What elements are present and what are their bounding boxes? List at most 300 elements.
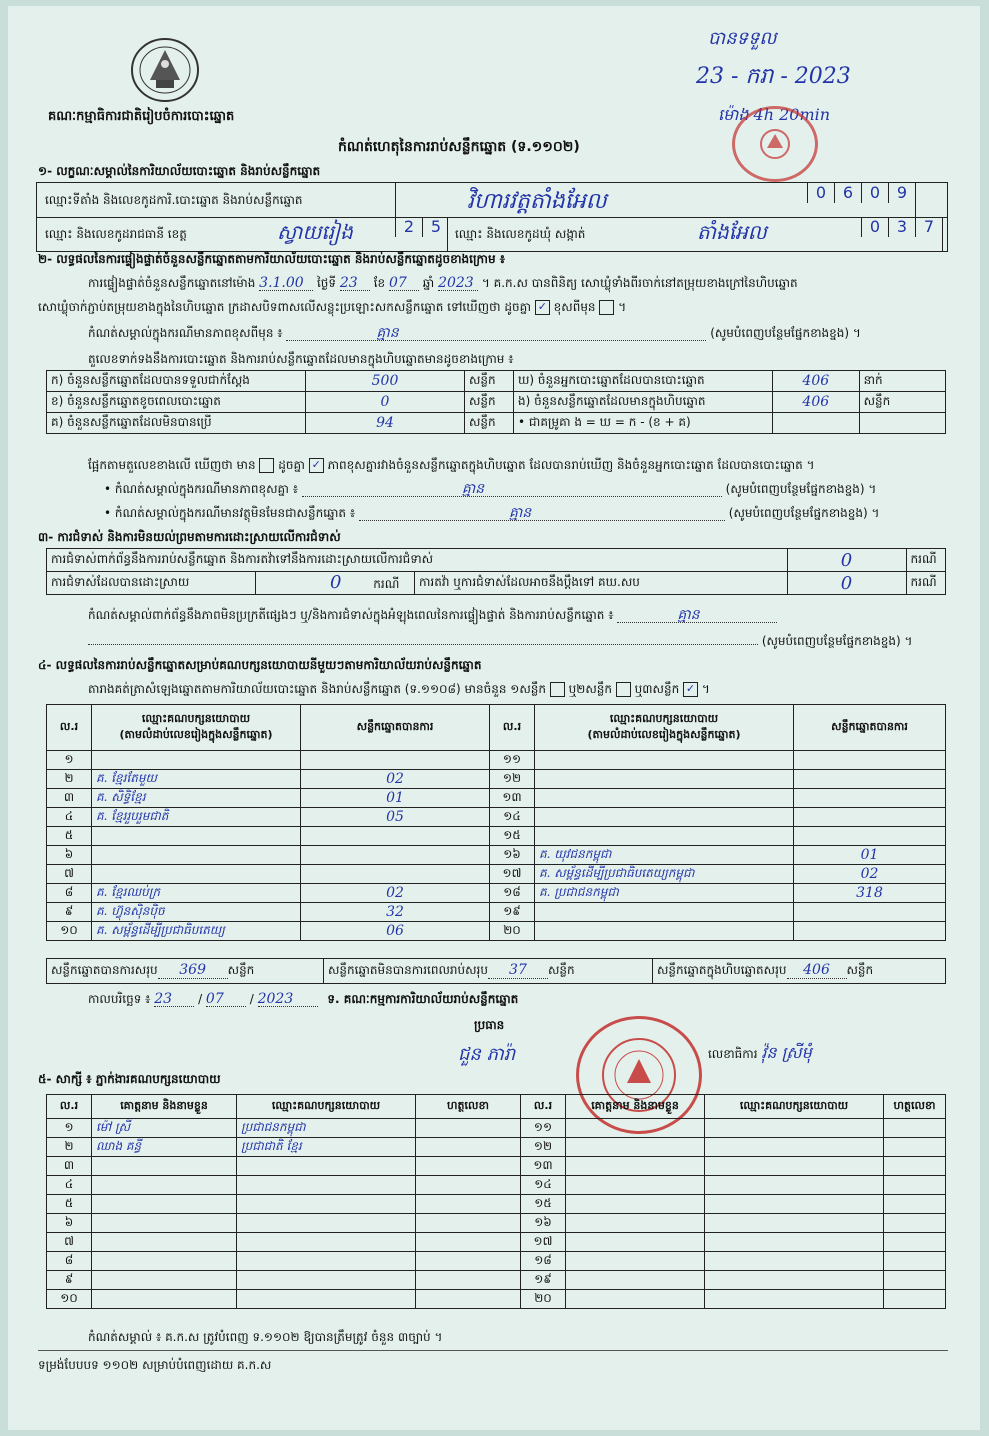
total-box: 406 [787, 962, 847, 979]
row-no: ១២ [521, 1138, 566, 1157]
col-name: គោត្តនាម និងនាមខ្លួន [566, 1095, 705, 1119]
count-row [47, 413, 946, 434]
witness-name [92, 1252, 237, 1271]
section1-title: ១- លក្ខណៈសម្គាល់នៃការិយាល័យបោះឆ្នោត និងរាប់សន្លឹកឆ្នោត [38, 164, 321, 178]
row-no: ១៧ [490, 865, 535, 884]
note-label: • កំណត់សម្គាល់ក្នុងករណីមានវត្ថុមិនមែនជាសន្លឹកឆ្នោត ៖ [104, 506, 356, 520]
irregularity-note [88, 608, 777, 623]
party-votes: 01 [794, 846, 946, 865]
witness-party: ប្រជាជាតិ ខ្មែរ [237, 1138, 416, 1157]
section5-title: ៥- សាក្សី ៖ ភ្នាក់ងារគណបក្សនយោបាយ [38, 1072, 221, 1086]
commune-code [861, 217, 943, 251]
witness-party: ប្រជាជនកម្ពុជា [237, 1119, 416, 1138]
table-row [47, 751, 946, 770]
checkbox-2-sheets[interactable] [616, 682, 631, 697]
count-label: ក) ចំនួនសន្លឹកឆ្នោតដែលបានទទួលជាក់ស្តែង [47, 371, 306, 392]
objection-label: ការជំទាស់ពាក់ព័ន្ធនឹងការរាប់សន្លឹកឆ្នោត និងការតវ៉ាទៅនឹងការដោះស្រាយលើការជំទាស់ [47, 549, 788, 572]
party-votes [301, 865, 490, 884]
note-value: គ្មាន [376, 325, 399, 341]
row-no: ១៣ [490, 789, 535, 808]
date-month: 07 [206, 992, 246, 1007]
witness-name [92, 1214, 237, 1233]
party-results-table [46, 704, 946, 941]
code-digit: 2 [395, 217, 422, 237]
col-name: គោត្តនាម និងនាមខ្លួន [92, 1095, 237, 1119]
numbers-intro: តួលេខទាក់ទងនឹងការបោះឆ្នោត និងការរាប់សន្លឹកឆ្នោតដែលមានក្នុងហិបឆ្នោតមានដូចខាងក្រោម ៖ [88, 352, 514, 366]
table-row [47, 846, 946, 865]
chair-label: ប្រធាន [474, 1018, 505, 1032]
col-party-sub: (តាមលំដាប់លេខរៀងក្នុងសន្លឹកឆ្នោត) [587, 727, 741, 741]
witness-party [705, 1214, 884, 1233]
col-party-title: ឈ្មោះគណបក្សនយោបាយ [141, 711, 251, 725]
table-row [47, 808, 946, 827]
party-votes: 02 [301, 884, 490, 903]
opt-label: ឬ២សន្លឹក [568, 682, 613, 696]
table-row [47, 1138, 946, 1157]
resolved-label: ការជំទាស់ដែលបានដោះស្រាយ [47, 572, 256, 595]
table-row [47, 865, 946, 884]
witness-signature [884, 1252, 946, 1271]
witness-name [92, 1157, 237, 1176]
row-no: ១ [47, 751, 92, 770]
witness-signature [884, 1233, 946, 1252]
commune-name: តាំងអែល [697, 220, 767, 244]
table-row [47, 770, 946, 789]
party-votes [794, 903, 946, 922]
date-label: កាលបរិច្ឆេទ ៖ [88, 992, 151, 1006]
date-day: 23 [154, 992, 194, 1007]
witness-signature [884, 1271, 946, 1290]
section2-title: ២- លទ្ធផលនៃការផ្ទៀងផ្ទាត់ចំនួនសន្លឹកឆ្នោតតាមការិយាល័យបោះឆ្នោត និងរាប់សន្លឹកឆ្នោតដូចខាងក្រោម ៖ [38, 252, 506, 266]
party-votes [794, 770, 946, 789]
count-row [47, 392, 946, 413]
note-label: កំណត់សម្គាល់ក្នុងករណីមានភាពខុសពីមុន ៖ [88, 326, 283, 340]
row-no: ៤ [47, 1176, 92, 1195]
party-name [535, 903, 794, 922]
committee-label: ទ. គណៈកម្មការការិយាល័យរាប់សន្លឹកឆ្នោត [327, 992, 519, 1006]
province-code [395, 217, 449, 251]
compare-same: ដូចគ្នា [278, 458, 305, 472]
unit: សន្លឹក [547, 963, 575, 977]
note-label: • កំណត់សម្គាល់ក្នុងករណីមានភាពខុសគ្នា ៖ [104, 482, 299, 496]
col-sign: ហត្ថលេខា [416, 1095, 521, 1119]
witness-name: ម៉ៅ ស្រី [92, 1119, 237, 1138]
doubt-note [104, 506, 879, 521]
party-votes [301, 751, 490, 770]
table-row [47, 1290, 946, 1309]
intro-text: ការផ្ទៀងផ្ទាត់ចំនួនសន្លឹកឆ្នោតនៅម៉ោង [88, 276, 256, 290]
table-row [47, 1119, 946, 1138]
count-value: 406 [773, 392, 860, 413]
count-label: • ជាគម្រូគា ង = ឃ = ក - (ខ + គ) [514, 413, 773, 434]
checkbox-no-diff[interactable] [259, 458, 274, 473]
opt-label: ឬ៣សន្លឹក [634, 682, 680, 696]
note-value: គ្មាន [508, 505, 532, 521]
ballot-count-table [46, 370, 946, 434]
party-votes: 01 [301, 789, 490, 808]
fill-hint: (សូមបំពេញបន្ថែមផ្នែកខាងខ្នង) ។ [761, 634, 913, 648]
party-name: គ. សិទ្ធិខ្មែរ [92, 789, 301, 808]
party-name [535, 789, 794, 808]
code-digit: 3 [888, 217, 915, 237]
objection-value: 0 [787, 549, 906, 572]
unit: សន្លឹក [465, 392, 514, 413]
note-value: គ្មាន [461, 481, 485, 497]
irregularity-note-cont [88, 634, 912, 648]
compare-text: ផ្អែកតាមតួលេខខាងលើ ឃើញថា មាន [88, 458, 256, 472]
table-row [47, 789, 946, 808]
total-label: សន្លឹកឆ្នោតមិនបានការពេលរាប់សរុប [328, 963, 488, 977]
table-row [47, 1195, 946, 1214]
witness-signature [416, 1176, 521, 1195]
count-value: 406 [773, 371, 860, 392]
unit [859, 413, 945, 434]
table-row [47, 827, 946, 846]
row-no: ៥ [47, 1195, 92, 1214]
province-name: ស្វាយរៀង [277, 220, 353, 244]
row-no: ១១ [521, 1119, 566, 1138]
chair-signature: ជួន ភារ៉ា [458, 1044, 516, 1065]
party-name [92, 827, 301, 846]
checkbox-1-sheet[interactable] [550, 682, 565, 697]
witness-name [92, 1176, 237, 1195]
witness-name [566, 1290, 705, 1309]
witness-signature [416, 1138, 521, 1157]
stamp-received: បានទទួល [708, 28, 777, 49]
verification-month: 07 [389, 276, 419, 291]
witness-party [705, 1252, 884, 1271]
count-value [773, 413, 860, 434]
row-no: ៧ [47, 865, 92, 884]
count-label: ឃ) ចំនួនអ្នកបោះឆ្នោតដែលបានបោះឆ្នោត [514, 371, 773, 392]
row-no: ១២ [490, 770, 535, 789]
row-no: ៥ [47, 827, 92, 846]
verification-line [88, 276, 798, 291]
party-votes [301, 846, 490, 865]
party-votes: 02 [301, 770, 490, 789]
total-invalid: 37 [488, 962, 548, 979]
witness-party [237, 1214, 416, 1233]
total-valid: 369 [158, 962, 228, 979]
witness-party [705, 1195, 884, 1214]
diff-note-line [88, 326, 861, 341]
row-no: ១៣ [521, 1157, 566, 1176]
nec-emblem-icon [130, 36, 200, 104]
count-value: 500 [306, 371, 465, 392]
witness-name [566, 1119, 705, 1138]
section4-title: ៤- លទ្ធផលនៃការរាប់សន្លឹកឆ្នោតសម្រាប់គណបក្សនយោបាយនីមួយៗតាមការិយាល័យរាប់សន្លឹកឆ្នោត [38, 658, 482, 672]
row-no: ៨ [47, 1252, 92, 1271]
row-no: ៧ [47, 1233, 92, 1252]
table-row [47, 884, 946, 903]
note-value: គ្មាន [677, 607, 700, 623]
party-name [92, 751, 301, 770]
witness-signature [884, 1119, 946, 1138]
row-no: ៦ [47, 1214, 92, 1233]
witness-name [566, 1252, 705, 1271]
witness-party [705, 1271, 884, 1290]
witness-party [237, 1271, 416, 1290]
checkbox-same[interactable]: ✓ [535, 300, 550, 315]
table-row [47, 1233, 946, 1252]
party-name [535, 922, 794, 941]
verification-time: 3.1.00 [259, 276, 313, 291]
col-party: ឈ្មោះគណបក្សនយោបាយ [237, 1095, 416, 1119]
witness-name [566, 1138, 705, 1157]
col-no: ល.រ [47, 1095, 92, 1119]
province-label: ឈ្មោះ និងលេខកូដរាជធានី ខេត្ត [45, 227, 187, 241]
party-votes [794, 827, 946, 846]
secretary-signature: វ៉ុន ស្រីមុំ [761, 1043, 812, 1062]
witness-name [566, 1157, 705, 1176]
appeal-label: ការតវ៉ា ឬការជំទាស់ដែលអាចនឹងប្តឹងទៅ គឃ.សប [415, 572, 788, 595]
count-label: ខ) ចំនួនសន្លឹកឆ្នោតខូចពេលបោះឆ្នោត [47, 392, 306, 413]
unit: សន្លឹក [859, 392, 945, 413]
row-no: ៩ [47, 1271, 92, 1290]
row-no: ៣ [47, 1157, 92, 1176]
verification-day: 23 [340, 276, 370, 291]
note-label: កំណត់សម្គាល់ពាក់ព័ន្ធនឹងភាពមិនប្រក្រតីផ្សេងៗ ឬ/និងការជំទាស់ក្នុងអំឡុងពេលនៃការផ្ទៀងផ្ទាត់ និងការរាប់សន្លឹកឆ្នោត ៖ [88, 608, 614, 622]
secretary-label: លេខាធិការ [708, 1047, 758, 1061]
party-votes [794, 789, 946, 808]
witness-name [566, 1195, 705, 1214]
table-row [47, 922, 946, 941]
intro-text: តារាងគត់ត្រាសំឡេងឆ្នោតតាមការិយាល័យបោះឆ្នោត និងរាប់សន្លឹកឆ្នោត (ទ.១១០៨) មានចំនួន ១សន្លឹក [88, 682, 546, 696]
form-page [8, 6, 980, 1430]
party-name [535, 808, 794, 827]
row-no: ៩ [47, 903, 92, 922]
witness-name [566, 1214, 705, 1233]
party-name: គ. សម្ព័ន្ធដើម្បីប្រជាធិបតេយ្យកម្ពុជា [535, 865, 794, 884]
witness-name [92, 1195, 237, 1214]
witness-name [92, 1271, 237, 1290]
party-votes: 05 [301, 808, 490, 827]
count-value: 0 [306, 392, 465, 413]
row-no: ២ [47, 1138, 92, 1157]
witness-signature [416, 1119, 521, 1138]
code-digit: 6 [834, 183, 861, 203]
witness-signature [416, 1252, 521, 1271]
col-no: ល.រ [490, 705, 535, 751]
form-title: កំណត់ហេតុនៃការរាប់សន្លឹកឆ្នោត (ទ.១១០២) [338, 139, 580, 155]
row-no: ៣ [47, 789, 92, 808]
witness-name [566, 1233, 705, 1252]
party-votes [794, 922, 946, 941]
committee-name: គណៈកម្មាធិការជាតិរៀបចំការបោះឆ្នោត [48, 109, 235, 124]
party-name: គ. សម្ព័ន្ធដើម្បីប្រជាធិបតេយ្យ [92, 922, 301, 941]
objection-table [46, 548, 946, 595]
witness-signature [416, 1214, 521, 1233]
row-no: ៤ [47, 808, 92, 827]
row-no: ១៦ [521, 1214, 566, 1233]
row-no: ៨ [47, 884, 92, 903]
col-party-title: ឈ្មោះគណបក្សនយោបាយ [609, 711, 719, 725]
count-label: គ) ចំនួនសន្លឹកឆ្នោតដែលមិនបានប្រើ [47, 413, 306, 434]
witness-signature [884, 1176, 946, 1195]
unit: ករណី [906, 572, 945, 595]
col-no: ល.រ [521, 1095, 566, 1119]
col-party: ឈ្មោះគណបក្សនយោបាយ [705, 1095, 884, 1119]
totals-row [46, 958, 946, 984]
code-digit: 0 [861, 183, 888, 203]
location-code [807, 183, 916, 217]
party-name [535, 827, 794, 846]
count-label: ង) ចំនួនសន្លឹកឆ្នោតដែលមានក្នុងហិបឆ្នោត [514, 392, 773, 413]
party-name [92, 865, 301, 884]
witness-table [46, 1094, 946, 1309]
verification-year: 2023 [438, 276, 478, 291]
witness-signature [416, 1271, 521, 1290]
party-votes: 32 [301, 903, 490, 922]
col-sign: ហត្ថលេខា [884, 1095, 946, 1119]
row-no: ១៥ [521, 1195, 566, 1214]
witness-party [705, 1176, 884, 1195]
row-no: ១៦ [490, 846, 535, 865]
unit: ករណី [373, 577, 400, 591]
diff-note [104, 482, 876, 497]
col-no: ល.រ [47, 705, 92, 751]
witness-signature [884, 1157, 946, 1176]
row-no: ១៥ [490, 827, 535, 846]
row-no: ១៧ [521, 1233, 566, 1252]
section3-title: ៣- ការជំទាស់ និងការមិនយល់ព្រមតាមការដោះស្រាយលើការជំទាស់ [38, 530, 341, 544]
party-name: គ. ខ្មែរឈប់ក្រ [92, 884, 301, 903]
form-reference: ទម្រង់បែបបទ ១១០២ សម្រាប់បំពេញដោយ គ.ក.ស [38, 1358, 272, 1372]
commune-label: ឈ្មោះ និងលេខកូដឃុំ សង្កាត់ [455, 227, 586, 241]
party-votes: 318 [794, 884, 946, 903]
witness-party [705, 1233, 884, 1252]
witness-signature [416, 1290, 521, 1309]
date-line: កាលបរិច្ឆេទ ៖ 23 / 07 / 2023 ទ. គណៈកម្មការការិយាល័យរាប់សន្លឹកឆ្នោត [88, 991, 519, 1007]
diff-label: ខុសពីមុន [553, 300, 596, 314]
table-row [47, 1252, 946, 1271]
stamp-time: ម៉ោង 4h 20min [718, 105, 831, 124]
count-value: 94 [306, 413, 465, 434]
col-party [535, 705, 794, 751]
party-name [535, 770, 794, 789]
party-votes [794, 751, 946, 770]
witness-name [566, 1176, 705, 1195]
witness-party [705, 1157, 884, 1176]
witness-name [92, 1290, 237, 1309]
party-name: គ. ខ្មែររួបរួមជាតិ [92, 808, 301, 827]
row-no: ៦ [47, 846, 92, 865]
official-seal-icon [732, 106, 818, 182]
row-no: ២០ [521, 1290, 566, 1309]
witness-signature [884, 1138, 946, 1157]
checkbox-3-sheets[interactable]: ✓ [683, 682, 698, 697]
party-name: គ. យុវជនកម្ពុជា [535, 846, 794, 865]
row-no: ១០ [47, 922, 92, 941]
party-name [535, 751, 794, 770]
location-label: ឈ្មោះទីតាំង និងលេខកូដការិ.បោះឆ្នោត និងរាប់សន្លឹកឆ្នោត [45, 193, 303, 207]
intro-text: ។ គ.ក.ស បានពិនិត្យ សោឃ្លុំទាំងពីរចាក់នៅតម្រុយខាងក្រៅនៃហិបឆ្នោត [481, 276, 798, 290]
table-row [47, 903, 946, 922]
witness-signature [884, 1195, 946, 1214]
intro-text: ថ្ងៃទី [317, 276, 337, 290]
seal-check-line: សោឃ្លុំចាក់ភ្ជាប់តម្រុយខាងក្នុងនៃហិបឆ្នោត ក្រដាសបិទពាសលើសន្លុះប្រឡោះសកសន្លឹកឆ្នោត ទៅឃើញថា ដូចគ្នា ✓ ខុសពីមុន ។ [38, 300, 627, 314]
row-no: ១៩ [521, 1271, 566, 1290]
witness-name [92, 1233, 237, 1252]
secretary-line [708, 1043, 812, 1062]
row-no: ២ [47, 770, 92, 789]
code-digit: 7 [915, 217, 942, 237]
fill-hint: (សូមបំពេញបន្ថែមផ្នែកខាងខ្នង) ។ [710, 326, 861, 340]
appeal-value: 0 [787, 572, 906, 595]
checkbox-has-diff[interactable]: ✓ [309, 458, 324, 473]
tally-sheet-line: តារាងគត់ត្រាសំឡេងឆ្នោតតាមការិយាល័យបោះឆ្នោត និងរាប់សន្លឹកឆ្នោត (ទ.១១០៨) មានចំនួន ១សន្លឹក ឬ២សន្លឹក ឬ៣សន្លឹក ✓ ។ [88, 682, 710, 696]
checkbox-diff[interactable] [599, 300, 614, 315]
count-row [47, 371, 946, 392]
witness-signature [884, 1214, 946, 1233]
footer-note: កំណត់សម្គាល់ ៖ គ.ក.ស ត្រូវបំពេញ ទ.១១០២ ឱ្យបានត្រឹមត្រូវ ចំនួន ៣ច្បាប់ ។ [88, 1330, 443, 1344]
row-no: ១៩ [490, 903, 535, 922]
witness-party [237, 1290, 416, 1309]
compare-text: ភាពខុសគ្នារវាងចំនួនសន្លឹកឆ្នោតក្នុងហិបឆ្នោត ដែលបានរាប់ឃើញ និងចំនួនអ្នកបោះឆ្នោត ដែលបានបោះឆ្នោត ។ [327, 458, 815, 472]
row-no: ២០ [490, 922, 535, 941]
col-party-sub: (តាមលំដាប់លេខរៀងក្នុងសន្លឹកឆ្នោត) [119, 727, 273, 741]
location-value: វិហារវត្តតាំងអែល [467, 189, 607, 214]
row-no: ១ [47, 1119, 92, 1138]
same-label: ដូចគ្នា [504, 300, 531, 314]
witness-party [237, 1252, 416, 1271]
unit: សន្លឹក [465, 371, 514, 392]
code-digit: 5 [422, 217, 449, 237]
intro-text: សោឃ្លុំចាក់ភ្ជាប់តម្រុយខាងក្នុងនៃហិបឆ្នោត ក្រដាសបិទពាសលើសន្លុះប្រឡោះសកសន្លឹកឆ្នោត ទៅឃើញថា [38, 300, 501, 314]
party-name: គ. ប្រជាជនកម្ពុជា [535, 884, 794, 903]
fill-hint: (សូមបំពេញបន្ថែមផ្នែកខាងខ្នង) ។ [728, 506, 880, 520]
table-row [47, 1271, 946, 1290]
section1-box [36, 182, 948, 252]
witness-signature [416, 1157, 521, 1176]
unit: ករណី [906, 549, 945, 572]
witness-party [705, 1119, 884, 1138]
table-row [47, 1157, 946, 1176]
intro-text: ខែ [373, 276, 386, 290]
row-no: ១៨ [521, 1252, 566, 1271]
compare-line [88, 458, 815, 473]
witness-party [237, 1195, 416, 1214]
table-row [47, 1214, 946, 1233]
col-votes: សន្លឹកឆ្នោតបានការ [794, 705, 946, 751]
unit: នាក់ [859, 371, 945, 392]
code-digit: 0 [807, 183, 834, 203]
table-row [47, 1176, 946, 1195]
party-name: គ. ហ៊្វុនស៊ិនប៉ិច [92, 903, 301, 922]
row-no: ១៤ [521, 1176, 566, 1195]
total-label: សន្លឹកឆ្នោតក្នុងហិបឆ្នោតសរុប [657, 963, 787, 977]
witness-party [237, 1233, 416, 1252]
witness-party [705, 1290, 884, 1309]
witness-signature [416, 1195, 521, 1214]
witness-signature [884, 1290, 946, 1309]
witness-party [705, 1138, 884, 1157]
row-no: ១០ [47, 1290, 92, 1309]
party-votes: 02 [794, 865, 946, 884]
intro-text: ឆ្នាំ [422, 276, 435, 290]
row-no: ១៨ [490, 884, 535, 903]
party-votes: 06 [301, 922, 490, 941]
witness-signature [416, 1233, 521, 1252]
code-digit: 0 [861, 217, 888, 237]
unit: សន្លឹក [227, 963, 255, 977]
witness-party [237, 1157, 416, 1176]
code-digit: 9 [888, 183, 915, 203]
witness-party [237, 1176, 416, 1195]
resolved-value: 0 [330, 572, 342, 593]
col-votes: សន្លឹកឆ្នោតបានការ [301, 705, 490, 751]
fill-hint: (សូមបំពេញបន្ថែមផ្នែកខាងខ្នង) ។ [725, 482, 877, 496]
